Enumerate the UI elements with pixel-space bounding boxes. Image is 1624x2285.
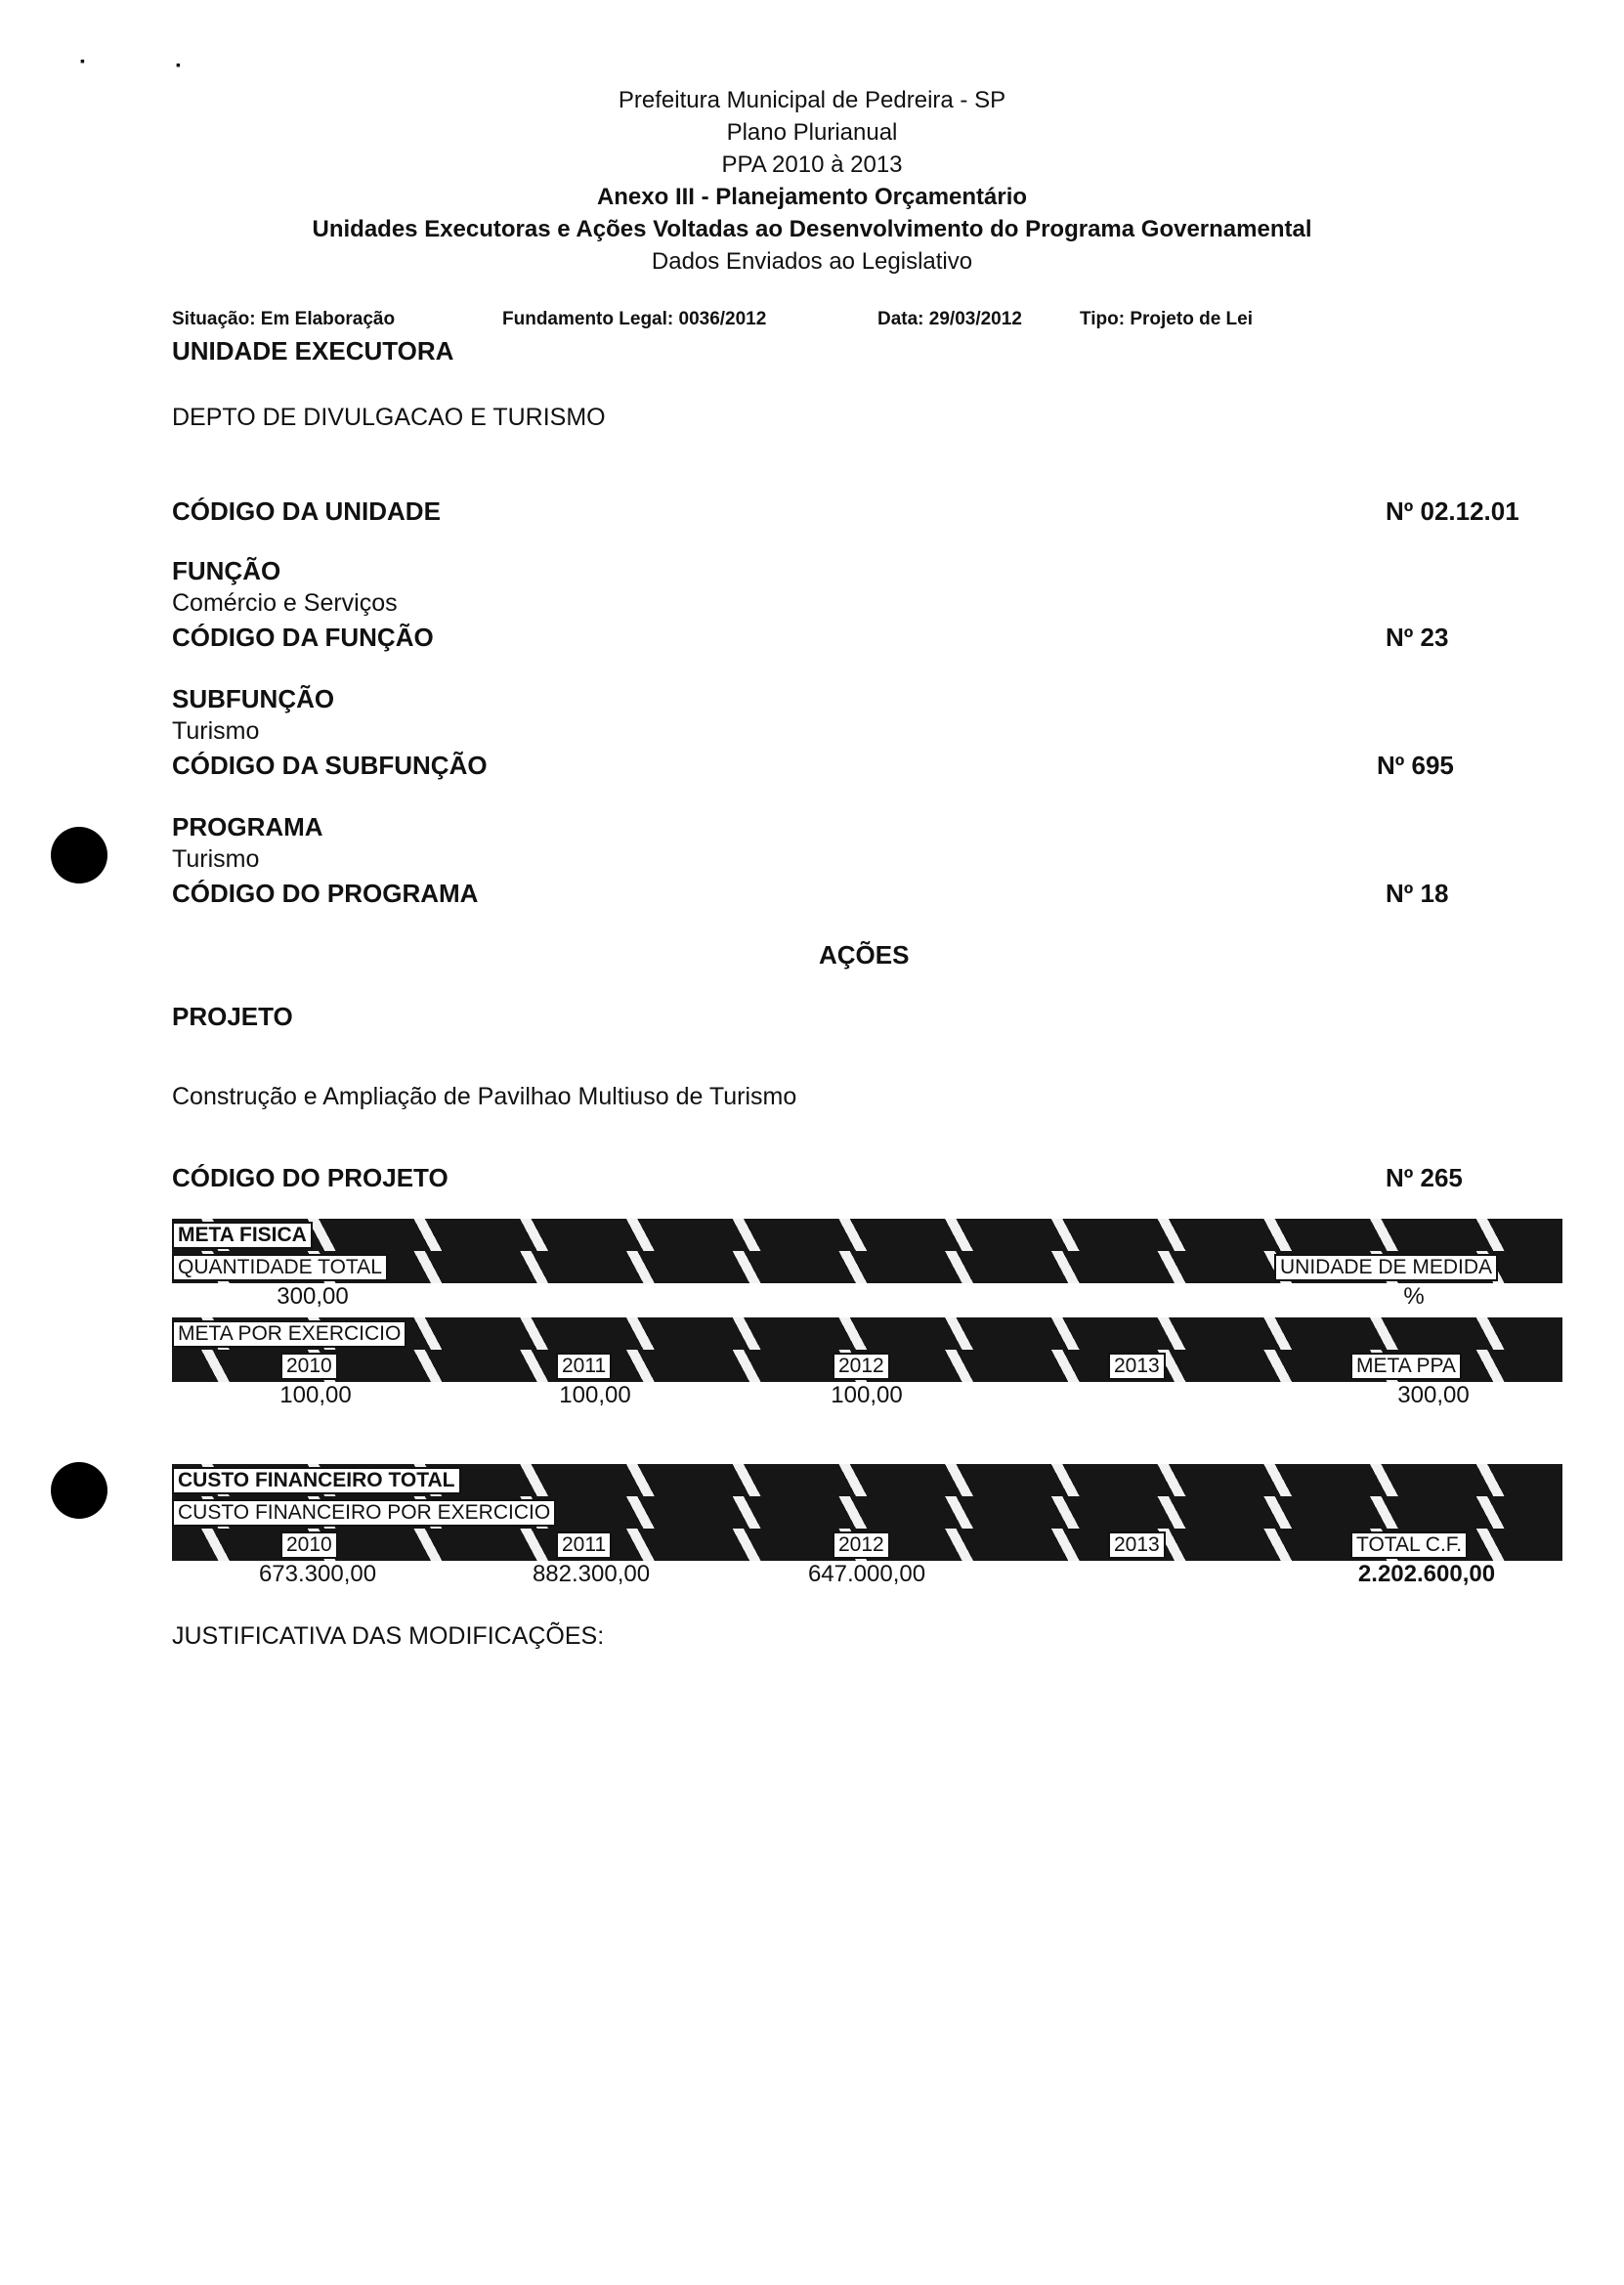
acoes-heading: AÇÕES <box>819 940 910 970</box>
header-line-2: Plano Plurianual <box>726 119 898 146</box>
unidade-medida-label: UNIDADE DE MEDIDA <box>1274 1254 1498 1281</box>
meta-value-2010: 100,00 <box>279 1382 352 1408</box>
situacao: Situação: Em Elaboração <box>172 309 396 329</box>
custo-year-2013: 2013 <box>1108 1531 1166 1559</box>
header-line-1: Prefeitura Municipal de Pedreira - SP <box>618 87 1006 113</box>
total-cf-label: TOTAL C.F. <box>1350 1531 1468 1559</box>
scan-speck: ▪ <box>176 57 181 72</box>
header-line-3: PPA 2010 à 2013 <box>721 151 903 178</box>
meta-year-2013: 2013 <box>1108 1353 1166 1380</box>
meta-fisica-band <box>172 1219 1562 1251</box>
projeto-heading: PROJETO <box>172 1002 293 1031</box>
meta-por-exercicio-label: META POR EXERCICIO <box>172 1320 406 1348</box>
funcao-name: Comércio e Serviços <box>172 589 398 617</box>
justificativa-label: JUSTIFICATIVA DAS MODIFICAÇÕES: <box>172 1622 605 1650</box>
meta-year-2011: 2011 <box>556 1353 612 1380</box>
custo-financeiro-total-label: CUSTO FINANCEIRO TOTAL <box>172 1467 461 1494</box>
meta-value-2011: 100,00 <box>559 1382 631 1408</box>
data-line: Dados Enviados ao Legislativo <box>651 248 973 275</box>
annex-title: Anexo III - Planejamento Orçamentário <box>596 184 1028 210</box>
meta-ppa-value: 300,00 <box>1397 1382 1470 1408</box>
meta-year-2010: 2010 <box>280 1353 338 1380</box>
funcao-code: Nº 23 <box>1386 623 1449 652</box>
custo-value-2010: 673.300,00 <box>258 1561 377 1587</box>
fundamento-legal: Fundamento Legal: 0036/2012 <box>502 309 767 329</box>
quantidade-total-value: 300,00 <box>277 1283 349 1310</box>
unidade-heading: UNIDADE EXECUTORA <box>172 336 454 366</box>
meta-value-2012: 100,00 <box>831 1382 903 1408</box>
meta-ppa-label: META PPA <box>1350 1353 1462 1380</box>
custo-year-2011: 2011 <box>556 1531 612 1559</box>
projeto-code: Nº 265 <box>1386 1163 1463 1192</box>
subfuncao-code-label: CÓDIGO DA SUBFUNÇÃO <box>172 751 488 780</box>
subfuncao-heading: SUBFUNÇÃO <box>172 684 335 713</box>
projeto-name: Construção e Ampliação de Pavilhao Multiuso de Turismo <box>172 1083 797 1110</box>
punch-hole <box>51 827 107 884</box>
document-type: Tipo: Projeto de Lei <box>1080 309 1253 329</box>
subfuncao-name: Turismo <box>172 717 260 745</box>
subfuncao-code: Nº 695 <box>1377 751 1454 780</box>
scan-speck: ▪ <box>80 53 85 68</box>
programa-code: Nº 18 <box>1386 879 1449 908</box>
meta-fisica-label: META FISICA <box>172 1222 313 1249</box>
unidade-medida-value: % <box>1403 1283 1425 1310</box>
custo-year-2010: 2010 <box>280 1531 338 1559</box>
custo-value-2012: 647.000,00 <box>807 1561 926 1587</box>
meta-year-2012: 2012 <box>833 1353 890 1380</box>
funcao-code-label: CÓDIGO DA FUNÇÃO <box>172 623 434 652</box>
custo-por-exercicio-label: CUSTO FINANCEIRO POR EXERCICIO <box>172 1499 556 1527</box>
document-subtitle: Unidades Executoras e Ações Voltadas ao Desenvolvimento do Programa Governamental <box>312 216 1312 242</box>
unidade-code: Nº 02.12.01 <box>1386 496 1519 526</box>
programa-name: Turismo <box>172 845 260 873</box>
custo-year-2012: 2012 <box>833 1531 890 1559</box>
funcao-heading: FUNÇÃO <box>172 556 281 585</box>
total-cf-value: 2.202.600,00 <box>1357 1561 1496 1587</box>
custo-value-2011: 882.300,00 <box>532 1561 651 1587</box>
unidade-name: DEPTO DE DIVULGACAO E TURISMO <box>172 404 606 431</box>
punch-hole <box>51 1462 107 1519</box>
document-date: Data: 29/03/2012 <box>877 309 1022 329</box>
projeto-code-label: CÓDIGO DO PROJETO <box>172 1163 449 1192</box>
quantidade-total-label: QUANTIDADE TOTAL <box>172 1254 388 1281</box>
programa-heading: PROGRAMA <box>172 812 323 841</box>
unidade-code-label: CÓDIGO DA UNIDADE <box>172 496 441 526</box>
programa-code-label: CÓDIGO DO PROGRAMA <box>172 879 479 908</box>
